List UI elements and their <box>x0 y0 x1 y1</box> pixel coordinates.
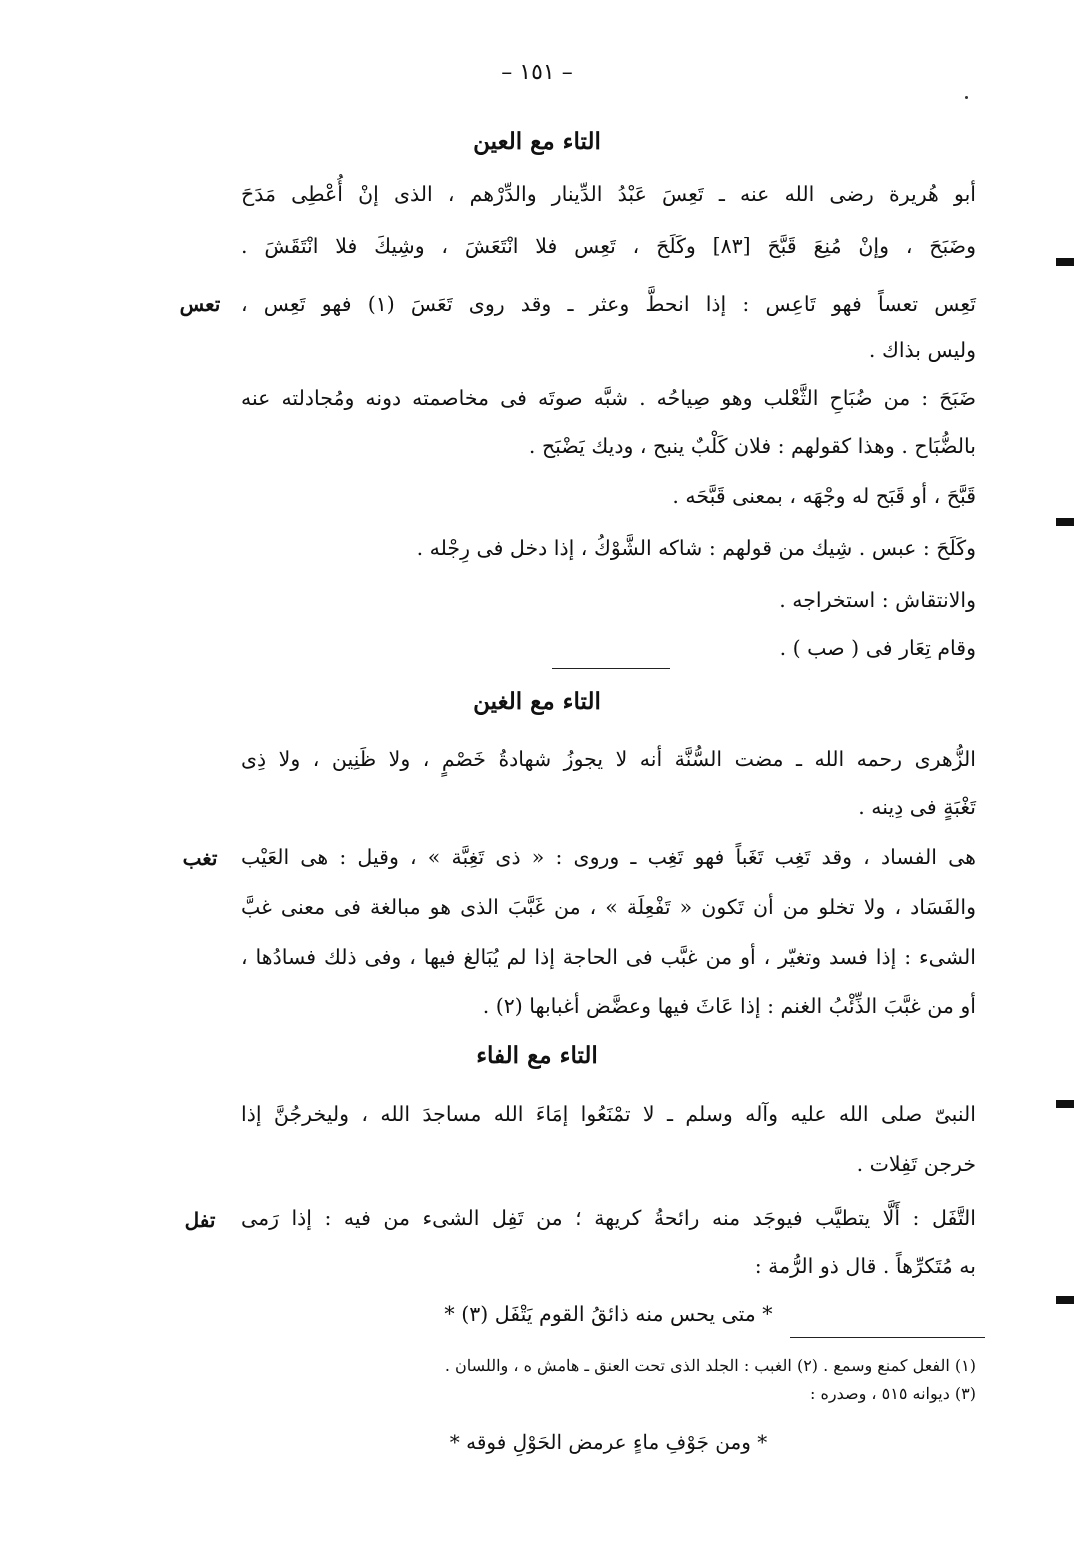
text-line: الزُّهرى رحمه الله ـ مضت السُّنَّة أنه لا يجوزُ شهادةُ خَصْمٍ ، ولا ظَنِين ، ولا ذِى <box>241 747 976 771</box>
scan-edge-mark <box>1056 1296 1074 1304</box>
text-line: تَعِس تعساً فهو تَاعِس : إذا انحطَّ وعثر ـ وقد روى تَعَسَ (١) فهو تَعِس ، <box>241 292 976 316</box>
text-line: أبو هُريرة رضى الله عنه ـ تَعِسَ عَبْدُ الدِّينار والدِّرْهم ، الذى إنْ أُعْطِى مَدَحَ <box>241 182 976 206</box>
text-line: وقام تِعَار فى ( صب ) . <box>779 636 976 660</box>
scan-edge-mark <box>1056 258 1074 266</box>
text-line: وضَبَحَ ، وإنْ مُنِعَ قَبَّحَ [٨٣] وكَلَحَ ، تَعِس فلا انْتَعَشَ ، وشِيكَ فلا انْتَقَشَ . <box>241 234 976 258</box>
text-line: أو من غبَّبَ الذِّئْبُ الغنم : إذا عَاثَ فيها وعضَّض أغبابها (٢) . <box>482 994 976 1018</box>
footnote-rule <box>790 1337 985 1338</box>
text-line: خرجن تَفِلات . <box>856 1152 976 1176</box>
scan-speck <box>965 96 968 99</box>
scan-edge-mark <box>1056 1100 1074 1108</box>
margin-root-word: تفل <box>184 1208 216 1232</box>
text-line: قَبَّحَ ، أو قَبَح له وجْهَه ، بمعنى قَبَّحَه . <box>672 484 976 508</box>
section-divider <box>552 668 670 669</box>
page-number: – ١٥١ – <box>501 60 573 85</box>
scan-edge-mark <box>1056 518 1074 526</box>
footnote-line: (٣) ديوانه ٥١٥ ، وصدره : <box>810 1384 976 1403</box>
text-line: هى الفساد ، وقد تَغِب تَغَباً فهو تَغِب ـ وروى : « ذى تَغِبَّة » ، وقيل : هى العَيْب <box>241 845 976 869</box>
margin-root-word: تغب <box>182 846 218 870</box>
section-heading-ta-ayn: التاء مع العين <box>473 128 601 155</box>
text-line: التَّفَل : أَلَّا يتطيَّب فيوجَد منه رائحةُ كريهة ؛ من تَفِل الشىء من فيه : إذا رَمى <box>241 1206 976 1230</box>
text-line: وليس بذاك . <box>868 338 976 362</box>
text-line: تَغْبَةٍ فى دِينه . <box>858 795 976 819</box>
text-line: وكَلَحَ : عبس . شِيك من قولهم : شاكه الشَّوْكُ ، إذا دخل فى رِجْله . <box>416 536 976 560</box>
text-line: والفَسَاد ، ولا تخلو من أن تَكون « تَفْعِلَة » ، من غَبَّبَ الذى هو مبالغة فى معنى غبَّ <box>241 895 976 919</box>
margin-root-word: تعس <box>179 292 221 316</box>
text-line: النبىّ صلى الله عليه وآله وسلم ـ لا تمْنَعُوا إمَاءَ الله مساجدَ الله ، وليخرجُنَّ إذا <box>241 1102 976 1126</box>
section-heading-ta-fa: التاء مع الفاء <box>476 1042 598 1069</box>
text-line: بالضُّبَاح . وهذا كقولهم : فلان كَلْبٌ ينبح ، وديك يَضْبَح . <box>528 434 976 458</box>
text-line: الشىء : إذا فسد وتغيّر ، أو من غبَّب فى الحاجة إذا لم يُبَالغ فيها ، وفى ذلك فسادُها ، <box>241 945 976 969</box>
text-line: والانتقاش : استخراجه . <box>779 588 976 612</box>
verse-line: * متى يحس منه ذائقُ القوم يَتْفَل (٣) * <box>444 1302 773 1326</box>
footnote-verse: * ومن جَوْفِ ماءٍ عرمض الحَوْلِ فوقه * <box>449 1430 768 1454</box>
text-line: ضَبَحَ : من ضُبَاحِ الثَّعْلب وهو صِياحُه . شبَّه صوتَه فى مخاصمته دونه ومُجادلته عنه <box>241 386 976 410</box>
section-heading-ta-ghayn: التاء مع الغين <box>473 688 601 715</box>
footnote-line: (١) الفعل كمنع وسمع . (٢) الغبب : الجلد الذى تحت العنق ـ هامش ه ، واللسان . <box>444 1356 976 1375</box>
text-line: به مُتَكرِّهاً . قال ذو الرُّمة : <box>754 1254 976 1278</box>
